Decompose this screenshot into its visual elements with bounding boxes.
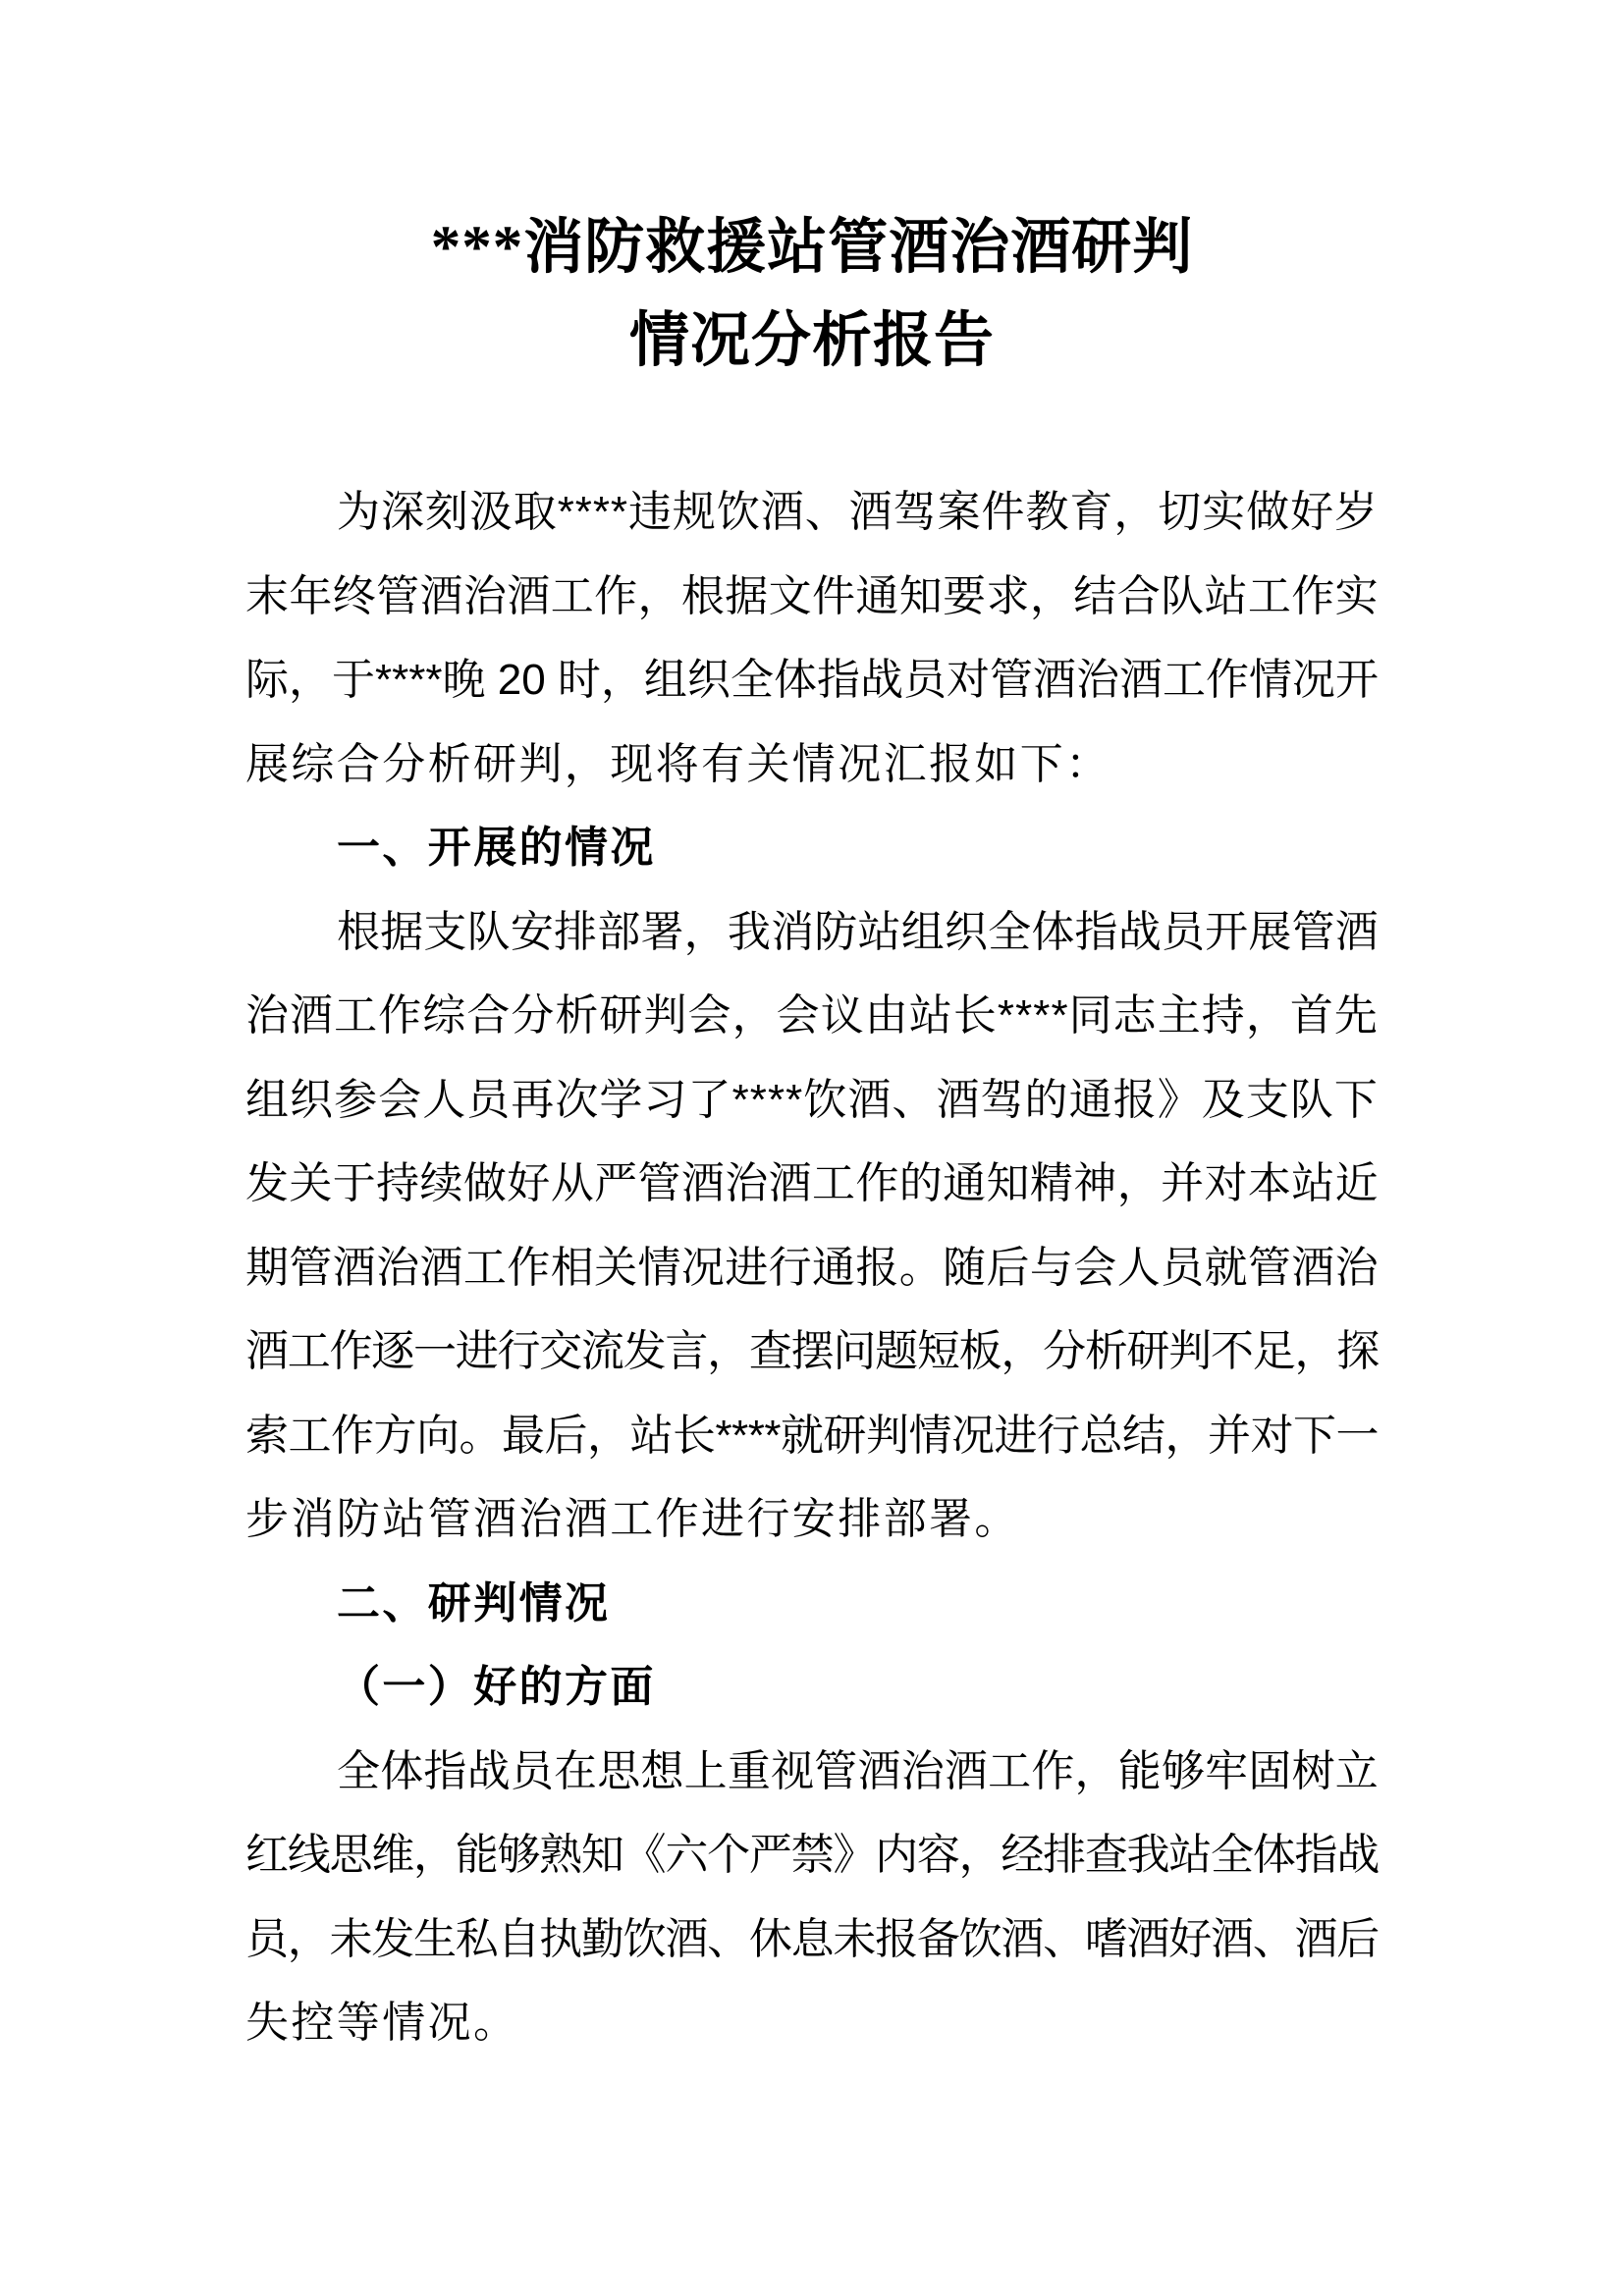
text-line: 发关于持续做好从严管酒治酒工作的通知精神，并对本站近 <box>245 1159 1379 1207</box>
text-line: 根据支队安排部署，我消防站组织全体指战员开展管酒 <box>337 907 1379 956</box>
text-line: 际，于****晚 20 时，组织全体指战员对管酒治酒工作情况开 <box>245 656 1379 704</box>
text-line: 组织参会人员再次学习了****饮酒、酒驾的通报》及支队下 <box>245 1075 1379 1124</box>
text-line: 员，未发生私自执勤饮酒、休息未报备饮酒、嗜酒好酒、酒后 <box>245 1914 1379 1963</box>
section-heading: 二、研判情况 <box>337 1578 611 1628</box>
text-line: 治酒工作综合分析研判会，会议由站长****同志主持，首先 <box>245 991 1379 1040</box>
document-body <box>245 470 1379 2065</box>
text-line: 红线思维，能够熟知《六个严禁》内容，经排查我站全体指战 <box>245 1831 1379 1879</box>
document-title <box>0 201 1624 388</box>
text-line: 酒工作逐一进行交流发言，查摆问题短板，分析研判不足，探 <box>245 1327 1379 1375</box>
text-line: 步消防站管酒治酒工作进行安排部署。 <box>245 1495 1020 1543</box>
text-line: 末年终管酒治酒工作，根据文件通知要求，结合队站工作实 <box>245 571 1379 620</box>
text-line: 失控等情况。 <box>245 1999 519 2047</box>
text-line: 索工作方向。最后，站长****就研判情况进行总结，并对下一 <box>245 1411 1379 1460</box>
document-title-line-1: ***消防救援站管酒治酒研判 <box>430 215 1194 281</box>
text-line: 为深刻汲取****违规饮酒、酒驾案件教育，切实做好岁 <box>337 488 1379 536</box>
section-heading: （一）好的方面 <box>337 1663 656 1711</box>
section-heading: 一、开展的情况 <box>337 824 656 872</box>
text-line: 展综合分析研判，现将有关情况汇报如下： <box>245 739 1111 788</box>
document-title-line-2: 情况分析报告 <box>628 308 995 374</box>
text-line: 全体指战员在思想上重视管酒治酒工作，能够牢固树立 <box>337 1746 1379 1795</box>
text-line: 期管酒治酒工作相关情况进行通报。随后与会人员就管酒治 <box>245 1243 1379 1292</box>
